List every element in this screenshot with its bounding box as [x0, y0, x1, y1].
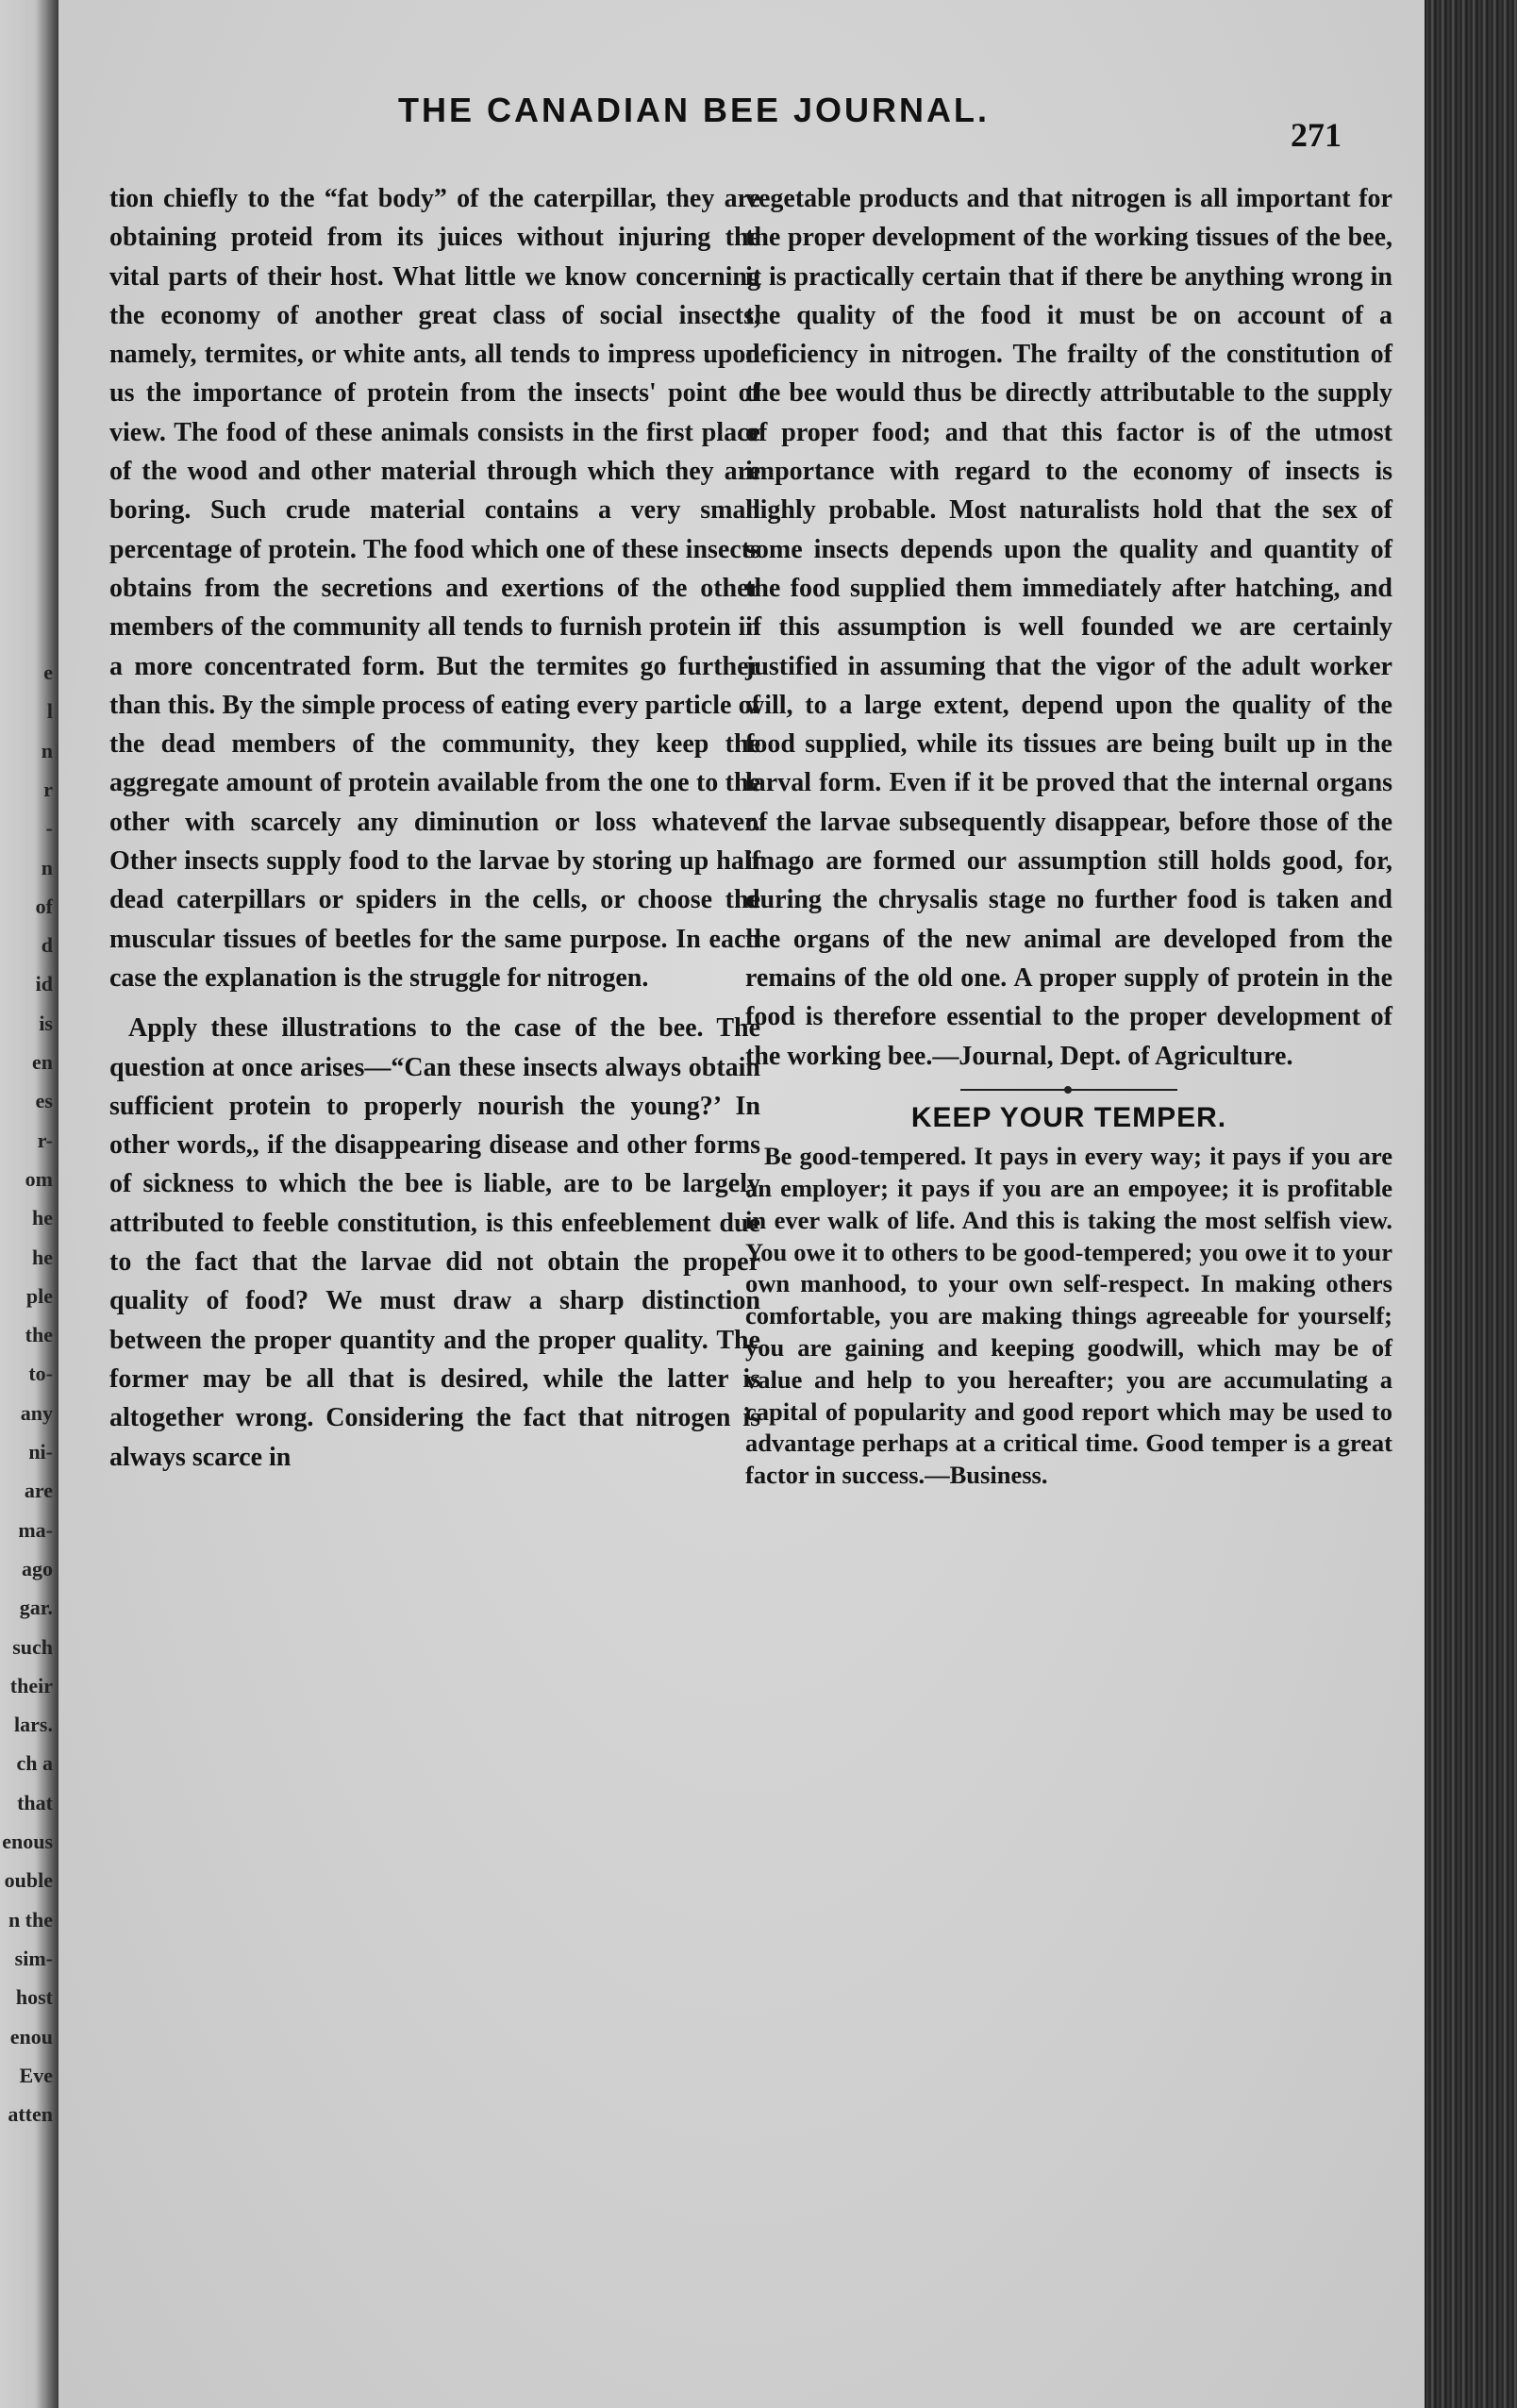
article-heading: KEEP YOUR TEMPER. [910, 1101, 1227, 1133]
margin-fragment: are [24, 1479, 53, 1503]
margin-fragment: - [45, 816, 53, 841]
left-paragraph-1: tion chiefly to the “fat body” of the caterpillar, they are obtaining proteid from its juices without injuring the vital parts of their host. What little we know concerning the economy of another great class of social insects, namely, termites, or white ants, all tends to impress upon us the importance of protein from the insects' point of view. The food of these animals consists in the first place of the wood and other material through which they are boring. Such crude material contains a very small percentage of protein. The food which one of these insects obtains from the secretions and exertions of the other members of the community all tends to furnish protein in a more concentrated form. But the termites go further than this. By the simple process of eating every particle of the dead members of the community, they keep the aggregate amount of protein available from the one to the other with scarcely any diminution or loss whatever. Other insects supply food to the larvae by storing up half dead caterpillars or spiders in the cells, or choose the muscular tissues of beetles for the same purpose. In each case the explanation is the struggle for nitrogen. [109, 184, 760, 993]
margin-fragment: he [32, 1206, 53, 1230]
margin-fragment: enou [9, 2024, 53, 2048]
left-column [109, 179, 760, 1477]
margin-fragment: gar. [19, 1596, 53, 1620]
margin-fragment: n [41, 855, 53, 879]
margin-fragment: ple [25, 1283, 53, 1308]
article-body: Be good-tempered. It pays in every way; it pays if you are an employer; it pays if you are an empoyee; it is profitable in ever walk of life. And this is taking the most selfish view. You owe it to others to be good-tempered; you owe it to your own manhood, to your own self-respect. In making others comfortable, you are making things agreeable for yourself; you are gaining and keeping goodwill, which may be of value and help to you hereafter; you are accumulating a capital of popularity and good report which may be used to advantage perhaps at a critical time. Good temper is a great factor in success.—Business. [745, 1142, 1392, 1490]
margin-fragment: is [39, 1011, 53, 1035]
margin-fragment: such [12, 1634, 53, 1659]
margin-fragment: d [41, 933, 53, 958]
facing-page-strip [0, 0, 58, 2408]
margin-fragment: es [35, 1089, 53, 1113]
margin-fragment: enous [2, 1830, 53, 1853]
margin-fragment: e [43, 661, 53, 684]
running-title: THE CANADIAN BEE JOURNAL. [398, 91, 991, 129]
margin-fragment: ni- [28, 1440, 53, 1463]
page-number: 271 [1291, 116, 1342, 154]
margin-fragment: sim- [14, 1946, 53, 1970]
margin-fragment: to- [28, 1362, 53, 1386]
margin-fragment: om [25, 1166, 53, 1191]
margin-fragment: n [41, 738, 53, 762]
margin-fragment: id [35, 972, 53, 996]
margin-fragment: of [35, 894, 53, 918]
left-paragraph-2: Apply these illustrations to the case of the bee. The question at once arises—“Can these insects always obtain sufficient protein to properly nourish the young?’ In other words,, if the disappearing disease and other forms of sickness to which the bee is liable, are to be largely attributed to feeble constitution, is this enfeeblement due to the fact that the larvae did not obtain the proper quality of food? We must draw a sharp distinction between the proper quantity and the proper quality. The former may be all that is desired, while the latter is altogether wrong. Considering the fact that nitrogen is always scarce in [109, 1013, 760, 1472]
margin-fragment: lars. [14, 1713, 53, 1737]
margin-fragment: their [9, 1673, 53, 1697]
margin-fragment: r [43, 777, 53, 801]
margin-fragment: en [32, 1050, 53, 1074]
section-divider [960, 1089, 1177, 1091]
margin-fragment: atten [8, 2102, 53, 2127]
page-header [58, 91, 1425, 154]
margin-fragment: Eve [19, 2063, 53, 2087]
margin-fragment: that [17, 1790, 53, 1814]
margin-fragment: he [32, 1245, 53, 1269]
margin-fragment: l [46, 699, 53, 724]
margin-fragment: ouble [4, 1868, 53, 1893]
margin-fragment: ago [22, 1556, 53, 1580]
margin-fragment: r- [37, 1128, 53, 1152]
margin-fragment: ch a [16, 1751, 53, 1776]
page-edge-stack [1425, 0, 1517, 2408]
right-paragraph-1: vegetable products and that nitrogen is all important for the proper development of the working tissues of the bee, it is practically certain that if there be anything wrong in the quality of the food it must be on account of a deficiency in nitrogen. The frailty of the constitution of the bee would thus be directly attributable to the supply of proper food; and that this factor is of the utmost importance with regard to the economy of insects is highly probable. Most naturalists hold that the sex of some insects depends upon the quality and quantity of the food supplied them immediately after hatching, and if this assumption is well founded we are certainly justified in assuming that the vigor of the adult worker will, to a large extent, depend upon the quality of the food supplied, while its tissues are being built up in the larval form. Even if it be proved that the internal organs of the larvae subsequently disappear, before those of the imago are formed our assumption still holds good, for, during the chrysalis stage no further food is taken and the organs of the new animal are developed from the remains of the old one. A proper supply of protein in the food is therefore essential to the proper development of the working bee.—Journal, Dept. of Agriculture. [745, 184, 1392, 1071]
margin-fragment: host [15, 1985, 53, 2010]
margin-fragment: ma- [18, 1517, 53, 1542]
journal-page [58, 0, 1425, 2408]
right-column [745, 179, 1392, 1492]
margin-fragment: n the [8, 1907, 53, 1931]
margin-fragment: the [25, 1323, 53, 1347]
margin-fragment: any [20, 1400, 53, 1425]
